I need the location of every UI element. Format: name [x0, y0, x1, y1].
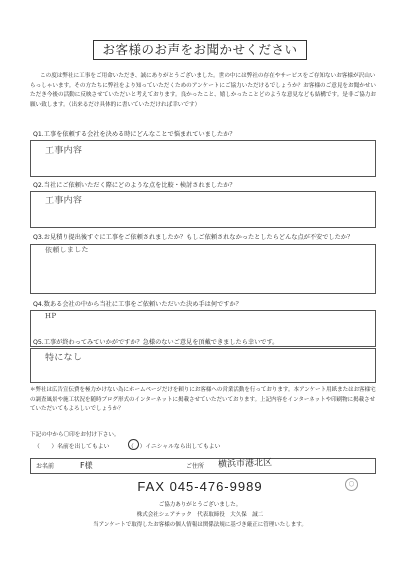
selected-circle-mark	[128, 439, 139, 450]
question-2-answer: 工事内容	[44, 195, 83, 207]
address-value[interactable]: 横浜市港北区	[217, 458, 273, 470]
form-title: お客様のお声をお聞かせください	[93, 40, 307, 60]
question-5-answer: 特になし	[44, 352, 83, 364]
question-1-label: Q1.工事を依頼する会社を決める時にどんなことで悩まれていましたか？	[33, 131, 236, 138]
stamp-circle-icon: ◯	[345, 478, 358, 491]
privacy-note: 当アンケートで取得したお客様の個人情報は関係法規に基づき厳正に管理いたします。	[93, 522, 307, 528]
question-2-label: Q2.当社にご依頼いただく際にどのような点を比較・検討されましたか？	[33, 182, 236, 189]
question-4-answer: HP	[44, 311, 57, 321]
choice-instruction: 下記の中から〇印をお付け下さい。	[30, 432, 120, 438]
question-3-answer: 依頼しました	[44, 245, 89, 255]
question-1-answer: 工事内容	[44, 145, 83, 157]
choice-name-ok[interactable]: （ ）名前を出してもよい	[34, 444, 110, 450]
name-value[interactable]: F様	[80, 461, 93, 470]
question-4-label: Q4.数ある会社の中から当社に工事をご依頼いただいた決め手は何ですか？	[33, 301, 242, 308]
choice-initial-ok[interactable]: （ ）イニシャルなら出してもよい	[128, 444, 221, 450]
question-5-label: Q5.工事が終わってみていかがですか？急様のないご意見を頂戴できましたら幸いです。	[33, 339, 279, 346]
name-label: お名前	[36, 463, 55, 470]
question-3-label: Q3.お見積り提出後すぐに工事をご依頼されましたか？もしご依頼されなかったとしたらどんな点が不安でしたか？	[33, 234, 354, 241]
company-name: 株式会社シェアテック 代表取締役 大久保 誠二	[136, 512, 264, 518]
address-label: ご住所	[186, 463, 205, 470]
fax-number: FAX 045-476-9989	[137, 479, 263, 494]
thanks-text: ご協力ありがとうございました。	[158, 502, 242, 508]
intro-paragraph: この度は弊社に工事をご用命いただき、誠にありがとうございました。世の中には弊社の存在やサービスをご存知ないお客様が沢山いらっしゃいます。その方たちに弊社をより知っていただくためのアンケートにご協力いただけるでしょうか？お客様のご意見をお聞かせいただき今後の活動に反映させていただいと考えております。良かったこと、嬉しかったことどのような意見なども結構です。是非ご協力お願い致します。（出来るだけ具体的に書いていただければ幸いです）	[30, 73, 376, 108]
publication-notice: ＊弊社は広告宣伝費を極力かけない為にホームページだけを頼りにお客様への営業活動を行っております。本アンケート用紙またはお客様宅の調査風景や施工状況を随時ブログ形式のインターネットに掲載させていただいております。上記内容をインターネットや印刷物に掲載させていただいてもよろしいでしょうか？	[30, 387, 376, 413]
